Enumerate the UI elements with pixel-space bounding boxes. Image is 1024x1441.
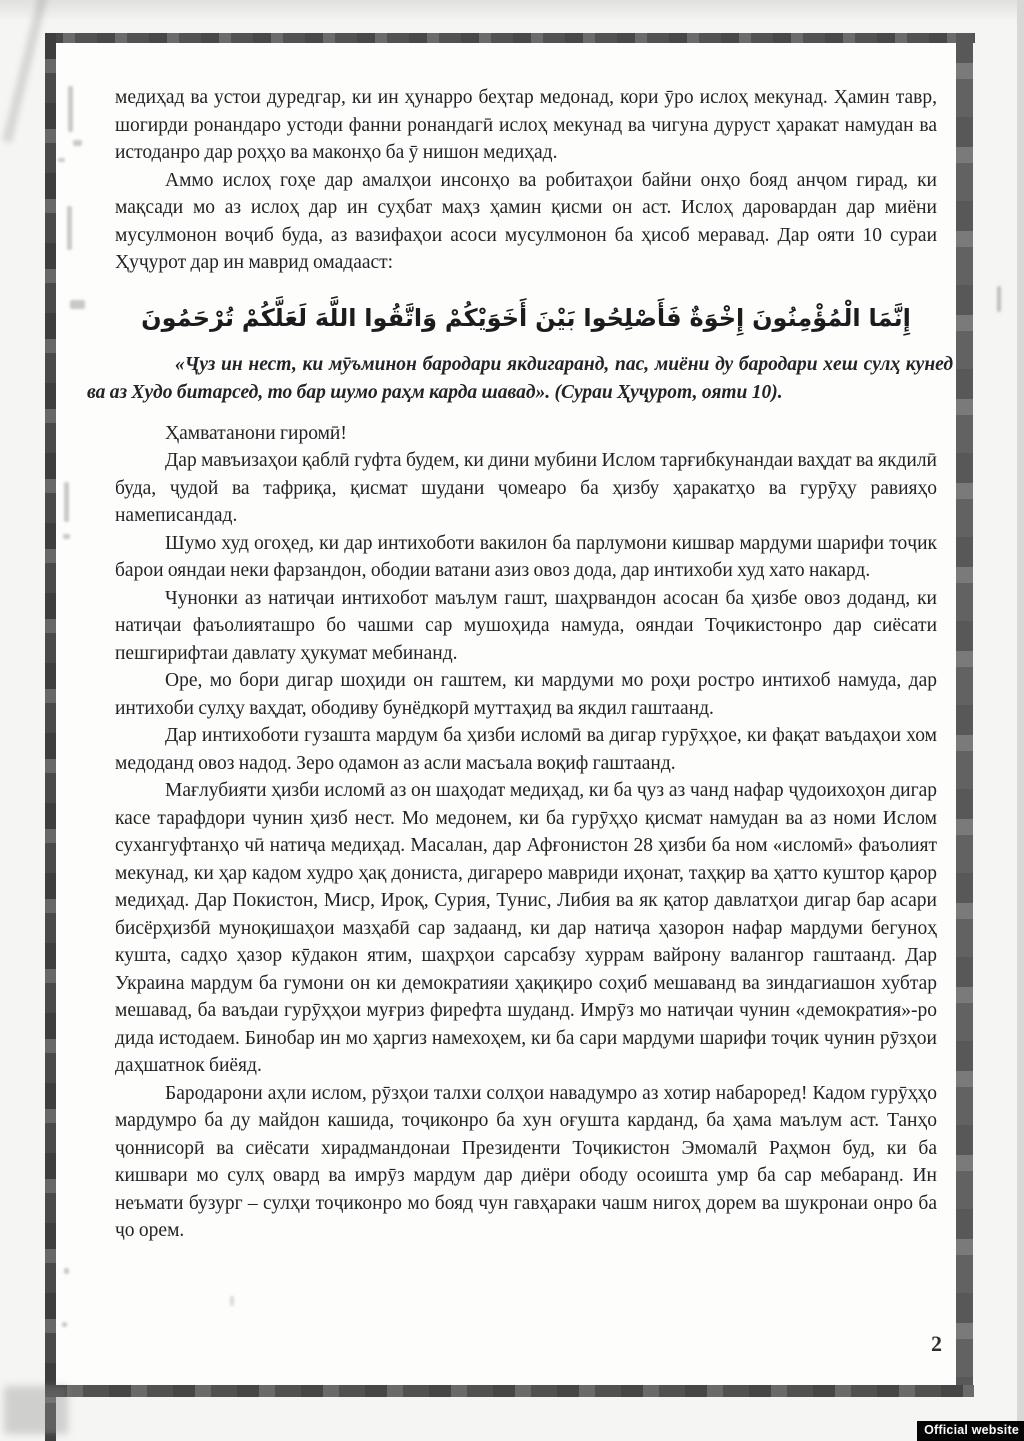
text-block-indent: Бародарони аҳли ислом, рӯзҳои талхи солҳои навадумро аз хотир набароред! Кадом гурӯҳҳо мардумро ба ду майдон кашида, тоҷиконро ба хун оғушта карданд, ба ҳама маълум аст. Танҳо ҷоннисорӣ ва сиёсати хирадмандонаи Президенти Тоҷикистон Эмомалӣ Раҳмон буд, ки ба кишвари мо сулҳ овард ва имрӯз мардум дар диёри ободу осоишта умр ба сар мебаранд. Ин неъмати бузург – сулҳи тоҷиконро мо бояд чун гавҳараки чашм нигоҳ дорем ва шукронаи онро ба ҷо орем. [115, 1082, 937, 1241]
text-block-indent: Дар интихоботи гузашта мардум ба ҳизби исломӣ ва дигар гурӯҳҳое, ки фақат ваъдаҳои хом медоданд овоз надод. Зеро одамон аз асли масъала воқиф гаштаанд. [115, 725, 937, 774]
scan-artifact [64, 1268, 69, 1274]
scan-artifact [73, 140, 82, 146]
text-block-indent: Ҳамватанони гиромӣ! [165, 422, 347, 444]
scan-right-edge [1017, 0, 1024, 1441]
official-website-badge: Official website [917, 1421, 1024, 1441]
text-block-indent: Дар мавъизаҳои қаблӣ гуфта будем, ки дини мубини Ислом тарғибкунандаи ваҳдат ва якдилӣ буда, ҷудой ва тафриқа, қисмат шудани ҷомеаро ба ҳизбу ҳаракатҳо ва гурӯҳу равияҳо намеписандад. [115, 450, 937, 526]
scan-artifact [64, 482, 69, 522]
frame-left-border [45, 33, 56, 1441]
text-block-indent: Чунонки аз натиҷаи интихобот маълум гашт, шаҳрвандон асосан ба ҳизбе овоз доданд, ки натиҷаи фаъолияташро бо чашми сар мушоҳида намуда, ояндаи Тоҷикистонро дар сиёсати пешгирифтаи давлату ҳукумат мебинанд. [115, 587, 937, 664]
page-number: 2 [931, 1331, 942, 1356]
scan-artifact [58, 158, 65, 162]
scan-artifact [68, 86, 73, 132]
text-block-arabic: إِنَّمَا الْمُؤْمِنُونَ إِخْوَةٌ فَأَصْلِحُوا بَيْنَ أَخَوَيْكُمْ وَاتَّقُوا اللَّهَ لَعَلَّكُمْ تُرْحَمُونَ [141, 303, 911, 332]
text-block-indent: Оре, мо бори дигар шоҳиди он гаштем, ки мардуми мо роҳи ростро интихоб намуда, дар интихоби сулҳу ваҳдат, ободиву бунёдкорӣ муттаҳид ва якдил гаштаанд. [115, 670, 937, 719]
document-text [87, 84, 953, 1245]
frame-top-border [45, 33, 975, 43]
text-block-indent: Мағлубияти ҳизби исломӣ аз он шаҳодат медиҳад, ки ба ҷуз аз чанд нафар ҷудоихоҳон дигар касе тарафдори чунин ҳизб нест. Мо медонем, ки ба гурӯҳҳо қисмат намудан ва аз номи Ислом сухангуфтанҳо чӣ натиҷа медиҳад. Масалан, дар Афғонистон 28 ҳизби ба ном «исломӣ» фаъолият мекунад, ки ҳар кадом худро ҳақ дониста, дигареро мавриди иҳонат, таҳқир ва ҳатто куштор қарор медиҳад. Дар Покистон, Миср, Ироқ, Сурия, Тунис, Либия ва як қатор давлатҳои дигар бар асари бисёрҳизбӣ муноқишаҳои мазҳабӣ сар задаанд, ки дар натиҷа ҳазорон нафар мардуми бегуноҳ кушта, садҳо ҳазор кӯдакон ятим, шаҳрҳои сарсабзу хуррам вайрону валангор гаштаанд. Дар Украина мардум ба гумони он ки демократияи ҳақиқиро соҳиб мешаванд ва зиндагиашон хубтар мешавад, ба ваъдаи гурӯҳҳои муғриз фирефта шуданд. Имрӯз мо натиҷаи чунин «демократия»-ро дида истодаем. Бинобар ин мо ҳаргиз намехоҳем, ки ба сари мардуми шарифи тоҷик чунин рӯзҳои даҳшатнок биёяд. [115, 780, 937, 1076]
scan-artifact [4, 1386, 68, 1434]
scan-artifact [70, 300, 85, 309]
frame-bottom-border [45, 1385, 974, 1397]
scan-artifact [62, 1322, 67, 1327]
frame-right-border [956, 33, 973, 1395]
scan-artifact [230, 1296, 234, 1306]
scan-top-shadow [0, 0, 1024, 20]
text-block-quote: «Ҷуз ин нест, ки мӯъминон бародари якдигаранд, пас, миёни ду бародари хеш сулҳ кунед ва аз Худо битарсед, то бар шумо раҳм карда шавад». (Сураи Ҳуҷурот, ояти 10). [87, 353, 953, 403]
scan-artifact [997, 286, 1001, 312]
scan-artifact [67, 206, 72, 250]
scan-artifact [63, 534, 70, 539]
text-block-plain: медиҳад ва устои дуредгар, ки ин ҳунарро беҳтар медонад, кори ӯро ислоҳ мекунад. Ҳамин тавр, шогирди ронандаро устоди фанни ронандагӣ ислоҳ мекунад ва чигуна дуруст ҳаракат намудан ва истоданро дар роҳҳо ва маконҳо ба ӯ нишон медиҳад. [115, 87, 937, 163]
text-block-indent: Аммо ислоҳ гоҳе дар амалҳои инсонҳо ва робитаҳои байни онҳо бояд анҷом гирад, ки мақсади мо аз ислоҳ дар ин суҳбат маҳз ҳамин қисми он аст. Ислоҳ даровардан дар миёни мусулмонон воҷиб буда, аз вазифаҳои асоси мусулмонон ба ҳисоб меравад. Дар ояти 10 сураи Ҳуҷурот дар ин маврид омадааст: [115, 169, 937, 273]
scan-artifact [2, 0, 48, 143]
text-block-indent: Шумо худ огоҳед, ки дар интихоботи вакилон ба парлумони кишвар мардуми шарифи тоҷик барои ояндаи неки фарзандон, ободии ватани азиз овоз дода, дар интихоби худ хато накард. [115, 532, 937, 581]
